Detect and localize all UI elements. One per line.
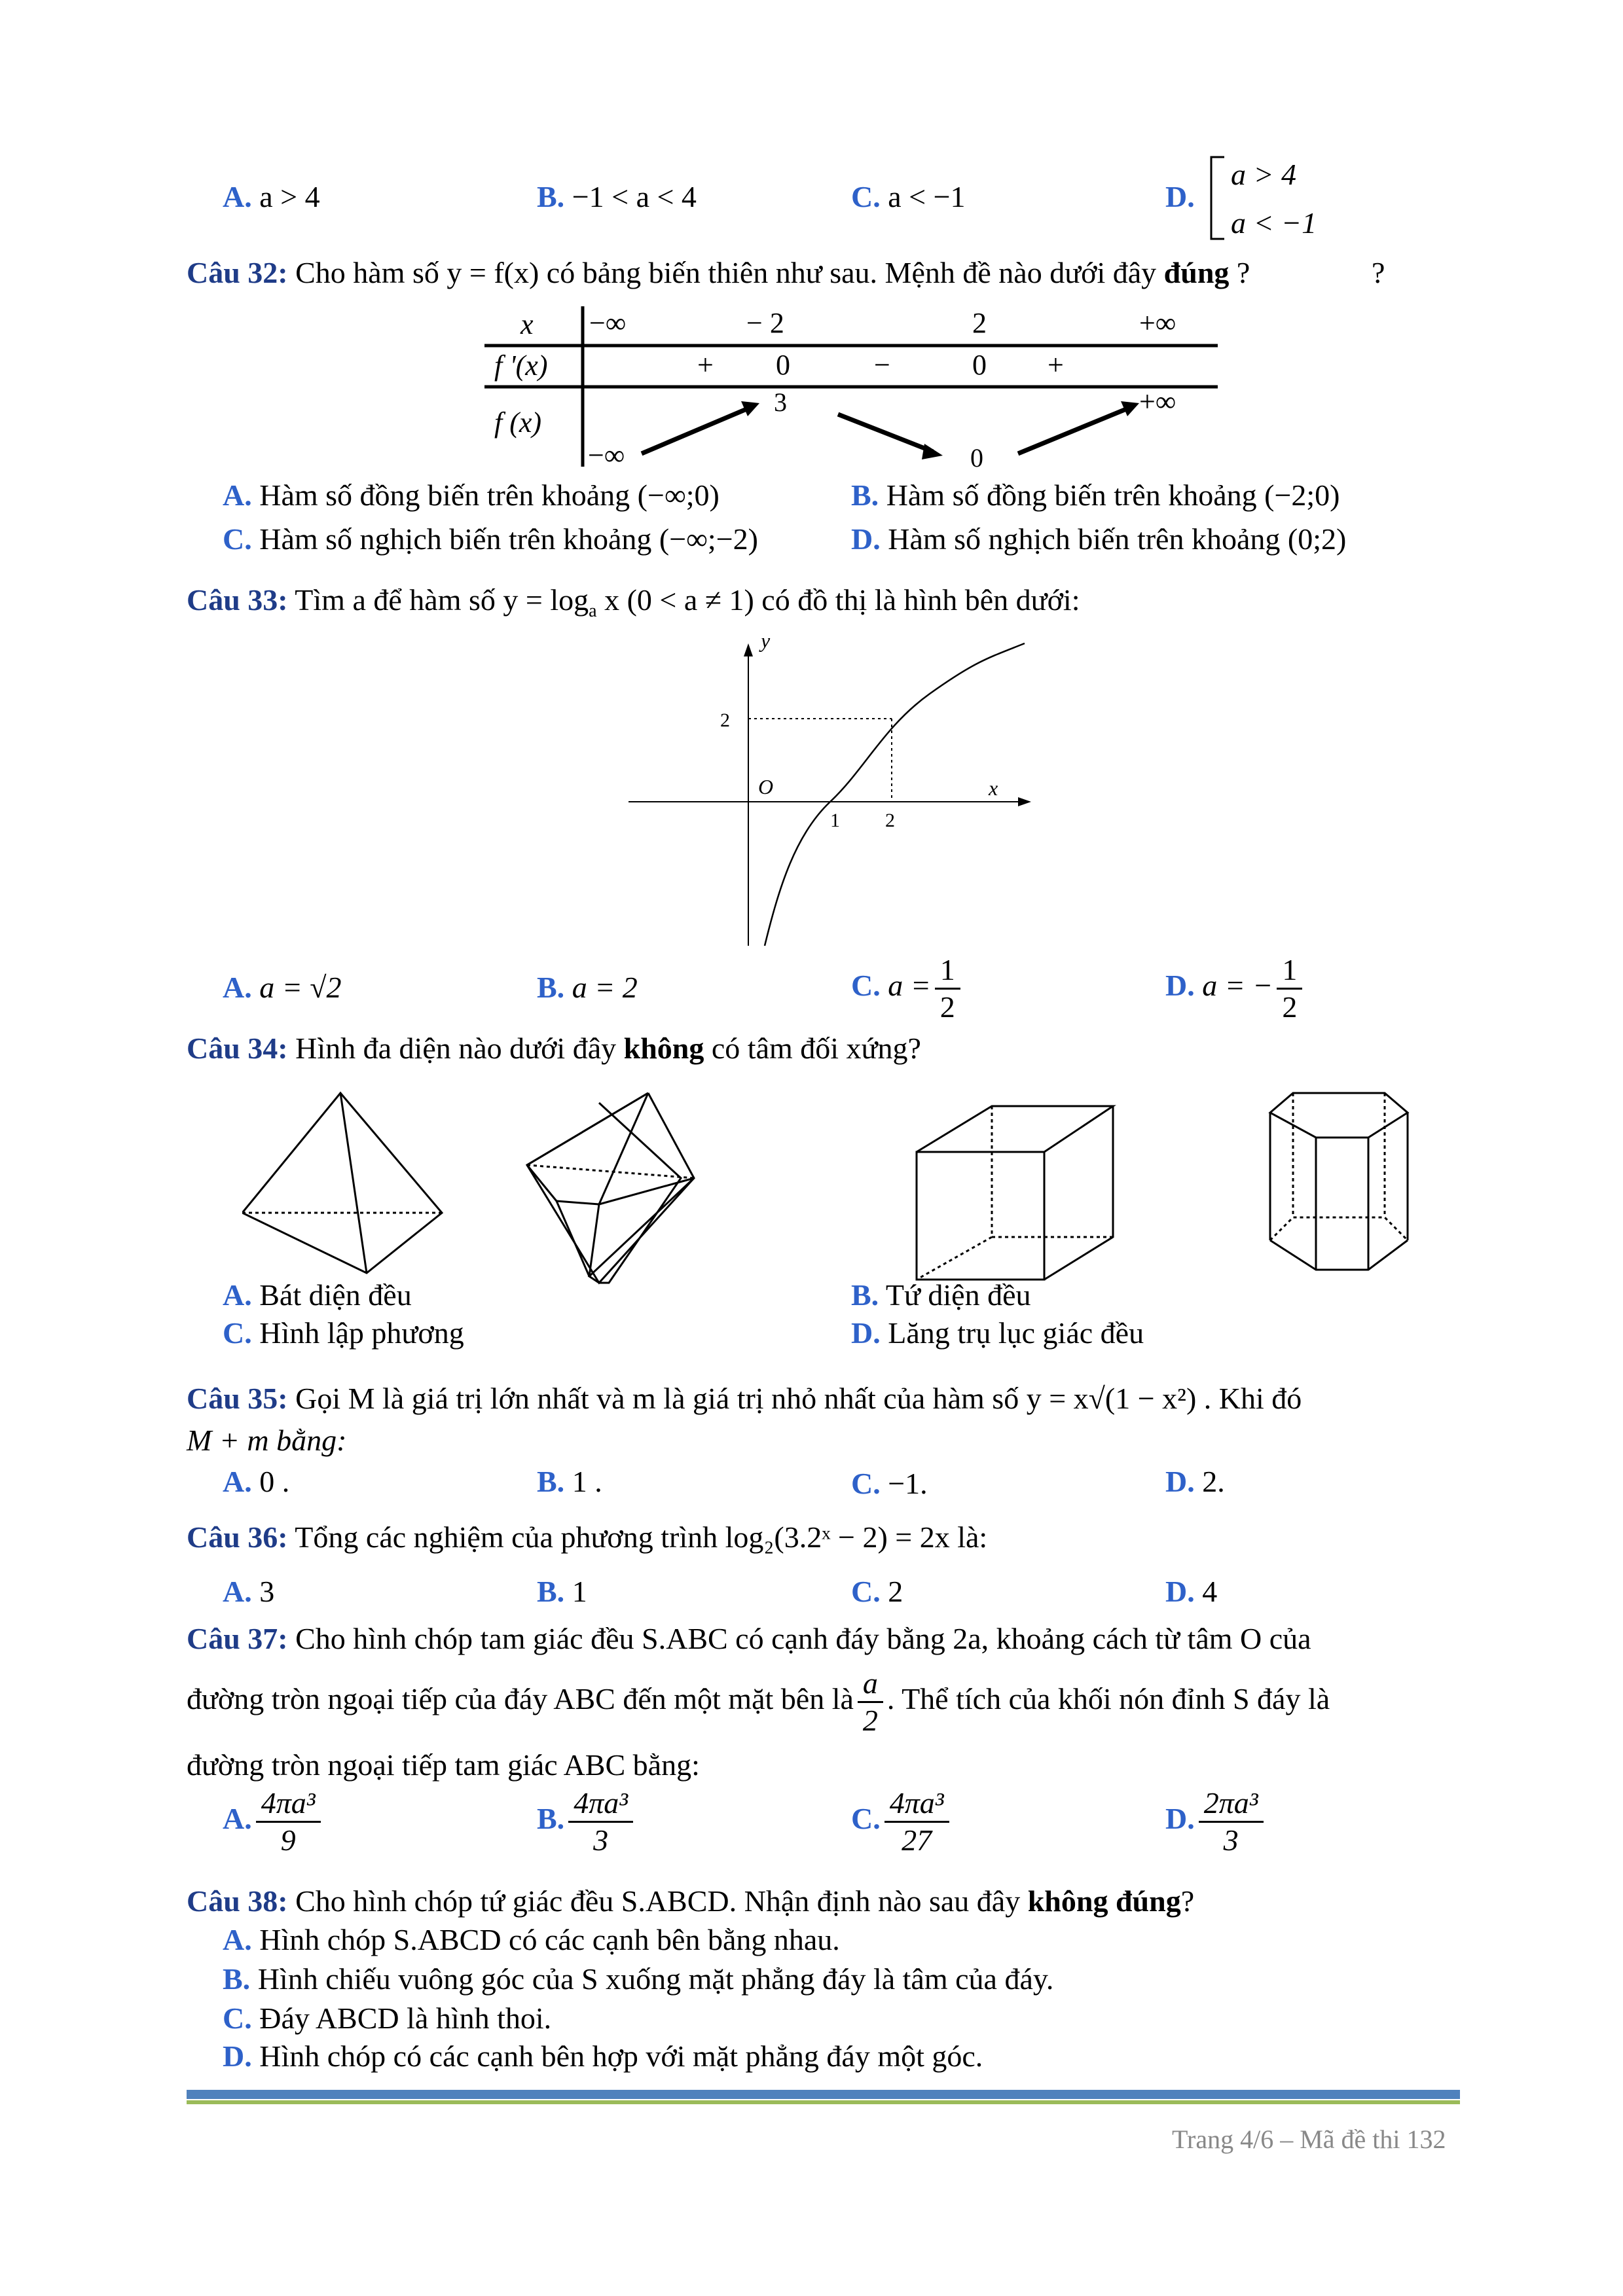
q34-option-d — [851, 1314, 1144, 1352]
q34-option-c — [223, 1314, 464, 1352]
tetrahedron-figure — [242, 1093, 442, 1273]
option-label: C. — [851, 1802, 881, 1836]
option-text: a > 4 — [259, 180, 320, 213]
option-text: Lăng trụ lục giác đều — [888, 1316, 1144, 1350]
question-number: Câu 38: — [187, 1884, 288, 1918]
option-label: B. — [537, 971, 565, 1004]
question-number: Câu 33: — [187, 583, 288, 617]
fraction — [568, 1785, 633, 1858]
fraction-denominator: 2 — [939, 990, 955, 1024]
question-number: Câu 34: — [187, 1031, 288, 1065]
bracket-icon — [1205, 154, 1231, 242]
q31-option-c — [851, 178, 966, 216]
q37-option-a — [223, 1785, 325, 1858]
question-text: Tổng các nghiệm của phương trình log₂(3.2ˣ − 2) = 2x là: — [295, 1520, 988, 1554]
question-number: Câu 35: — [187, 1382, 288, 1415]
question-emphasis: không — [623, 1031, 704, 1065]
option-label: D. — [1165, 1465, 1195, 1498]
question-text: Tìm a để hàm số y = log — [295, 583, 589, 617]
q36-stem — [187, 1518, 987, 1556]
fraction-denominator: 27 — [902, 1823, 932, 1857]
option-text: Bát diện đều — [259, 1278, 412, 1312]
option-text: a = — [888, 969, 931, 1003]
q34-option-a — [223, 1276, 412, 1314]
q32-option-b — [851, 476, 1340, 514]
q35-option-b — [537, 1463, 602, 1501]
q37-stem — [187, 1620, 1311, 1658]
log-graph — [622, 638, 1048, 952]
q31-d-line1: a > 4 — [1231, 158, 1297, 191]
option-label: B. — [851, 478, 879, 512]
question-text: Hình đa diện nào dưới đây — [295, 1031, 624, 1065]
option-text: Hàm số đồng biến trên khoảng (−2;0) — [886, 478, 1340, 512]
sign: 0 — [776, 349, 790, 381]
sign: + — [697, 349, 714, 381]
cube-figure — [917, 1106, 1113, 1280]
q37-line2 — [187, 1666, 1330, 1738]
q38-option-a — [223, 1921, 840, 1959]
option-label: C. — [851, 1575, 881, 1608]
q35-option-d — [1165, 1463, 1225, 1501]
page-footer: Trang 4/6 – Mã đề thi 132 — [1172, 2125, 1446, 2154]
option-label: B. — [223, 1962, 251, 1996]
footer-rule-green — [187, 2100, 1460, 2104]
q35-option-c — [851, 1465, 928, 1503]
f-value: +∞ — [1139, 386, 1176, 418]
option-text: Hình chóp S.ABCD có các cạnh bên bằng nhau. — [259, 1923, 840, 1956]
option-text: 3 — [259, 1575, 275, 1608]
option-text: a = − — [1202, 969, 1273, 1003]
q32-question-mark: ? — [1372, 256, 1385, 289]
q36-option-c — [851, 1573, 903, 1611]
question-text-2: có tâm đối xứng? — [704, 1031, 921, 1065]
option-label: A. — [223, 478, 252, 512]
fraction-numerator: 4πa³ — [568, 1785, 633, 1823]
option-text: a = √2 — [259, 971, 342, 1004]
option-text: 1 — [572, 1575, 587, 1608]
tick-label-x1: 1 — [830, 810, 840, 831]
option-label: C. — [851, 969, 881, 1003]
question-text: Cho hàm số y = f(x) có bảng biến thiên như sau. Mệnh đề nào dưới đây — [295, 256, 1164, 289]
option-text: Hình chiếu vuông góc của S xuống mặt phẳng đáy là tâm của đáy. — [257, 1962, 1054, 1996]
q38-option-b — [223, 1960, 1053, 1998]
row-label-x: x — [520, 308, 534, 340]
option-label: D. — [1165, 180, 1195, 213]
question-emphasis: không đúng — [1027, 1884, 1181, 1918]
q33-option-b — [537, 969, 638, 1007]
x-value: −∞ — [589, 307, 627, 339]
origin-label: O — [758, 775, 774, 798]
option-label: B. — [537, 1575, 565, 1608]
fraction-numerator: 1 — [1277, 952, 1302, 990]
arrow-up-icon — [642, 401, 759, 454]
q34-stem — [187, 1030, 921, 1067]
f-value: 0 — [970, 443, 983, 470]
option-text: Hình chóp có các cạnh bên hợp với mặt phẳng đáy một góc. — [259, 2039, 983, 2073]
axis-label-x: x — [989, 776, 998, 800]
option-label: D. — [851, 522, 881, 556]
option-text: Hình lập phương — [259, 1316, 464, 1350]
q37-line3: đường tròn ngoại tiếp tam giác ABC bằng: — [187, 1748, 700, 1782]
q35-line2: M + m bằng: — [187, 1424, 347, 1457]
log-base: a — [589, 601, 597, 622]
fraction-denominator: 3 — [593, 1823, 609, 1857]
question-text: đường tròn ngoại tiếp của đáy ABC đến một mặt bên là — [187, 1682, 854, 1716]
question-number: Câu 37: — [187, 1622, 288, 1655]
sign: + — [1048, 349, 1064, 381]
q37-option-d — [1165, 1785, 1267, 1858]
option-label: A. — [223, 180, 252, 213]
option-text: −1. — [888, 1467, 928, 1500]
q32-option-c — [223, 520, 758, 558]
option-label: A. — [223, 971, 252, 1004]
option-label: B. — [851, 1278, 879, 1312]
row-label-f: f (x) — [494, 406, 542, 439]
option-label: A. — [223, 1465, 252, 1498]
question-number: Câu 32: — [187, 256, 288, 289]
option-text: Đáy ABCD là hình thoi. — [259, 2001, 552, 2035]
q31-option-b — [537, 178, 697, 216]
fraction-denominator: 3 — [1223, 1823, 1239, 1857]
q36-option-d — [1165, 1573, 1217, 1611]
question-text-2: x (0 < a ≠ 1) có đồ thị là hình bên dưới: — [596, 583, 1080, 617]
question-number: Câu 36: — [187, 1520, 288, 1554]
option-text: 2. — [1202, 1465, 1225, 1498]
sign: − — [874, 349, 890, 381]
q32-stem — [187, 254, 1250, 292]
q33-option-d — [1165, 952, 1306, 1025]
fraction-numerator: 4πa³ — [256, 1785, 321, 1823]
tick-label-y2: 2 — [720, 709, 730, 731]
fraction-denominator: 2 — [1282, 990, 1298, 1024]
q35-option-a — [223, 1463, 289, 1501]
fraction — [935, 952, 960, 1025]
option-text: −1 < a < 4 — [572, 180, 697, 213]
q36-option-a — [223, 1573, 274, 1611]
fraction — [1199, 1785, 1264, 1858]
f-value: −∞ — [588, 439, 625, 470]
q38-stem — [187, 1882, 1194, 1920]
q31-option-d — [1165, 178, 1195, 216]
fraction-numerator: 4πa³ — [884, 1785, 949, 1823]
q37-option-c — [851, 1785, 953, 1858]
option-text: a < −1 — [888, 180, 966, 213]
q33-option-a — [223, 969, 342, 1007]
q34-option-b — [851, 1276, 1031, 1314]
polyhedra-figures — [242, 1086, 1440, 1289]
fraction-numerator: 1 — [935, 952, 960, 990]
option-text: Hàm số đồng biến trên khoảng (−∞;0) — [259, 478, 720, 512]
option-label: B. — [537, 1465, 565, 1498]
q38-option-d — [223, 2037, 983, 2075]
arrow-down-icon — [838, 414, 943, 459]
variation-table — [484, 306, 1224, 470]
row-label-fprime: f '(x) — [494, 350, 548, 382]
question-end: ? — [1229, 256, 1250, 289]
q31-d-line2: a < −1 — [1231, 206, 1317, 240]
x-value: +∞ — [1139, 307, 1176, 339]
fraction — [884, 1785, 949, 1858]
option-text: 0 . — [259, 1465, 290, 1498]
option-label: D. — [223, 2039, 252, 2073]
question-text: Gọi M là giá trị lớn nhất và m là giá trị nhỏ nhất của hàm số y = x√(1 − x²) . Khi đó — [295, 1382, 1302, 1415]
option-text: Hàm số nghịch biến trên khoảng (0;2) — [888, 522, 1347, 556]
fraction-numerator: 2πa³ — [1199, 1785, 1264, 1823]
fraction-denominator: 2 — [862, 1704, 878, 1737]
footer-rule-blue — [187, 2090, 1460, 2099]
option-text: a = 2 — [572, 971, 638, 1004]
axis-label-y: y — [761, 638, 771, 652]
question-end: ? — [1180, 1884, 1195, 1918]
fraction — [1277, 952, 1302, 1025]
arrow-up-icon — [1018, 401, 1139, 454]
fraction-numerator: a — [858, 1666, 883, 1703]
option-label: A. — [223, 1923, 252, 1956]
tick-label-x2: 2 — [885, 810, 895, 831]
hexagonal-prism-figure — [1270, 1093, 1408, 1270]
option-text: 4 — [1202, 1575, 1218, 1608]
q35-stem — [187, 1380, 1302, 1418]
q37-option-b — [537, 1785, 637, 1858]
option-label: D. — [1165, 1802, 1195, 1836]
option-label: C. — [223, 1316, 252, 1350]
x-value: 2 — [972, 307, 987, 339]
q33-option-c — [851, 952, 964, 1025]
option-label: A. — [223, 1575, 252, 1608]
question-text: Cho hình chóp tứ giác đều S.ABCD. Nhận định nào sau đây — [295, 1884, 1028, 1918]
fraction — [256, 1785, 321, 1858]
q33-stem — [187, 581, 1080, 630]
option-label: A. — [223, 1802, 252, 1836]
option-text: 2 — [888, 1575, 903, 1608]
option-label: D. — [1165, 1575, 1195, 1608]
question-emphasis: đúng — [1163, 256, 1230, 289]
question-text: Cho hình chóp tam giác đều S.ABC có cạnh đáy bằng 2a, khoảng cách từ tâm O của — [295, 1622, 1311, 1655]
option-label: B. — [537, 1802, 565, 1836]
q38-option-c — [223, 2000, 551, 2037]
option-label: C. — [851, 1467, 881, 1500]
option-label: D. — [851, 1316, 881, 1350]
option-text: 1 . — [572, 1465, 602, 1498]
fraction-denominator: 9 — [280, 1823, 296, 1857]
option-label: B. — [537, 180, 565, 213]
option-text: Hàm số nghịch biến trên khoảng (−∞;−2) — [259, 522, 758, 556]
q31-option-a — [223, 178, 320, 216]
question-text: . Thể tích của khối nón đỉnh S đáy là — [886, 1682, 1330, 1716]
option-label: A. — [223, 1278, 252, 1312]
q36-option-b — [537, 1573, 587, 1611]
fraction — [858, 1666, 883, 1738]
option-label: C. — [223, 522, 252, 556]
option-label: D. — [1165, 969, 1195, 1003]
x-value: − 2 — [746, 307, 784, 339]
option-text: Tứ diện đều — [885, 1278, 1031, 1312]
q32-option-a — [223, 476, 720, 514]
f-value: 3 — [774, 387, 787, 417]
q32-option-d — [851, 520, 1346, 558]
octahedron-figure — [527, 1093, 694, 1283]
option-label: C. — [223, 2001, 252, 2035]
option-label: C. — [851, 180, 881, 213]
sign: 0 — [972, 349, 987, 381]
